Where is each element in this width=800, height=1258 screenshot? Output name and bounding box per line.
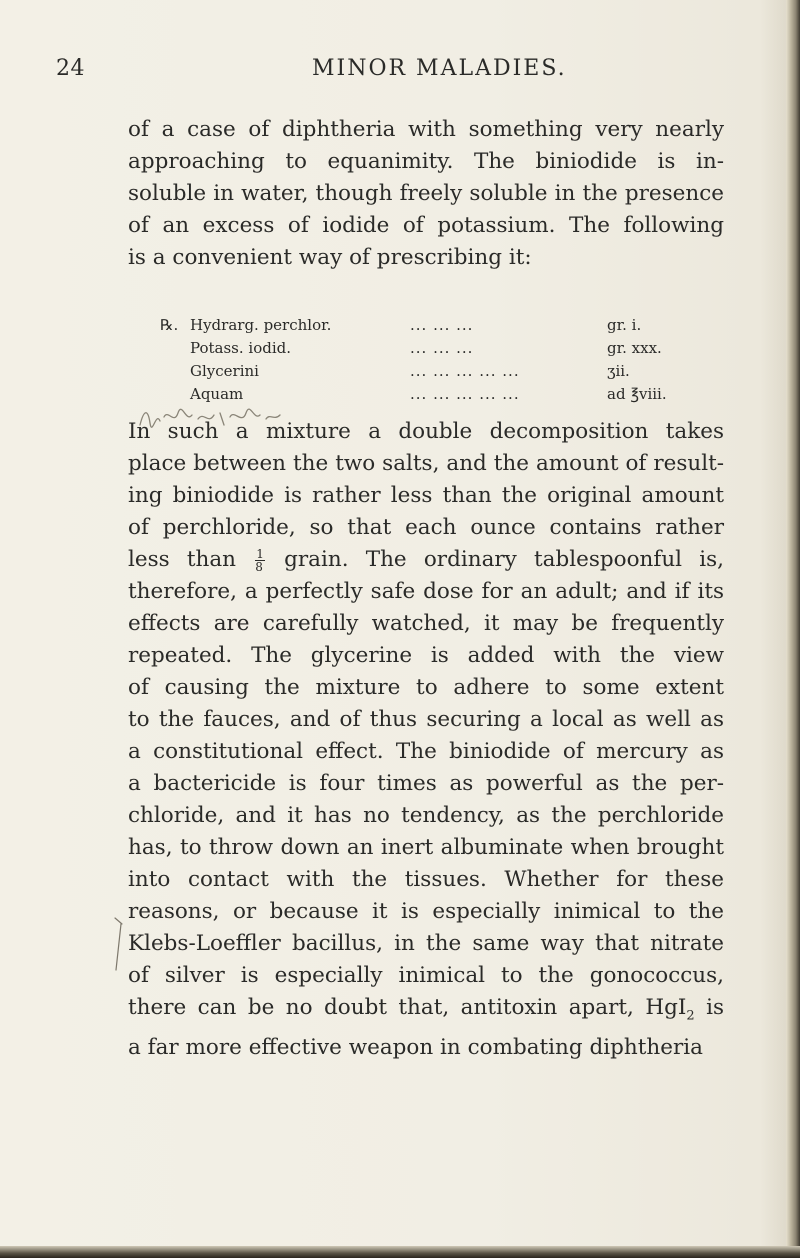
text-line: ing biniodide is rather less than the original amount: [128, 483, 724, 508]
fraction-numerator: 1: [256, 546, 264, 561]
page-number: 24: [56, 56, 85, 81]
prescription-drug: Aquam: [190, 385, 244, 403]
text-line: soluble in water, though freely soluble in the presence: [128, 181, 724, 206]
text-fragment: is: [706, 995, 725, 1020]
text-line: of perchloride, so that each ounce contains rather: [128, 515, 724, 540]
text-line: effects are carefully watched, it may be frequently: [128, 611, 724, 636]
fraction-denominator: 8: [255, 559, 263, 574]
text-line: of a case of diphtheria with something very nearly: [128, 117, 724, 142]
text-line: of silver is especially inimical to the gonococcus,: [128, 963, 724, 988]
prescription-row: [160, 360, 716, 383]
text-line: therefore, a perfectly safe dose for an adult; and if its: [128, 579, 724, 604]
prescription-drug: Potass. iodid.: [190, 339, 292, 357]
leader-dots: ... ... ... ... ...: [410, 362, 520, 380]
page-edge-shadow: [786, 0, 800, 1258]
text-line: has, to throw down an inert albuminate when brought: [128, 835, 724, 860]
text-fragment: grain. The ordinary tablespoonful is,: [284, 547, 724, 572]
text-line: a constitutional effect. The biniodide of mercury as: [128, 739, 724, 764]
prescription-formula: [160, 314, 716, 406]
text-line: is a convenient way of prescribing it:: [128, 245, 532, 270]
text-line: a far more effective weapon in combating diphtheria: [128, 1035, 703, 1061]
running-title: MINOR MALADIES.: [312, 56, 567, 81]
text-line: approaching to equanimity. The biniodide is in-: [128, 149, 724, 174]
rx-symbol: ℞.: [160, 316, 179, 334]
text-fragment: there can be no doubt that, antitoxin apart, HgI: [128, 995, 687, 1020]
text-line: In such a mixture a double decomposition takes: [128, 419, 724, 444]
fraction-one-eighth: [255, 548, 265, 573]
text-line-with-formula: [128, 992, 724, 1032]
leader-dots: ... ... ...: [410, 316, 474, 334]
paragraph-2: [128, 416, 724, 1064]
chemical-subscript: 2: [686, 1008, 695, 1024]
prescription-dose: gr. i.: [607, 316, 642, 334]
prescription-dose: ʒii.: [607, 362, 630, 380]
text-line: Klebs-Loeffler bacillus, in the same way that nitrate: [128, 931, 724, 956]
prescription-row: [160, 337, 716, 360]
prescription-drug: Glycerini: [190, 362, 259, 380]
leader-dots: ... ... ... ... ...: [410, 385, 520, 403]
leader-dots: ... ... ...: [410, 339, 474, 357]
margin-pencil-mark: [112, 916, 126, 972]
prescription-drug: Hydrarg. perchlor.: [190, 316, 332, 334]
text-line: repeated. The glycerine is added with the view: [128, 643, 724, 668]
text-line: reasons, or because it is especially inimical to the: [128, 899, 724, 924]
prescription-dose: gr. xxx.: [607, 339, 662, 357]
text-line: into contact with the tissues. Whether for these: [128, 867, 724, 892]
page-bottom-shadow: [0, 1246, 800, 1258]
running-head: [48, 56, 748, 88]
text-line: to the fauces, and of thus securing a local as well as: [128, 707, 724, 732]
text-line-with-fraction: [128, 544, 724, 576]
prescription-row: [160, 314, 716, 337]
text-line: of causing the mixture to adhere to some extent: [128, 675, 724, 700]
text-fragment: less than: [128, 547, 237, 572]
text-line: a bactericide is four times as powerful as the per-: [128, 771, 724, 796]
text-line: chloride, and it has no tendency, as the perchloride: [128, 803, 724, 828]
text-line: place between the two salts, and the amount of result-: [128, 451, 724, 476]
prescription-dose: ad ℥viii.: [607, 385, 667, 403]
paragraph-1: [128, 114, 724, 274]
text-line: of an excess of iodide of potassium. The following: [128, 213, 724, 238]
